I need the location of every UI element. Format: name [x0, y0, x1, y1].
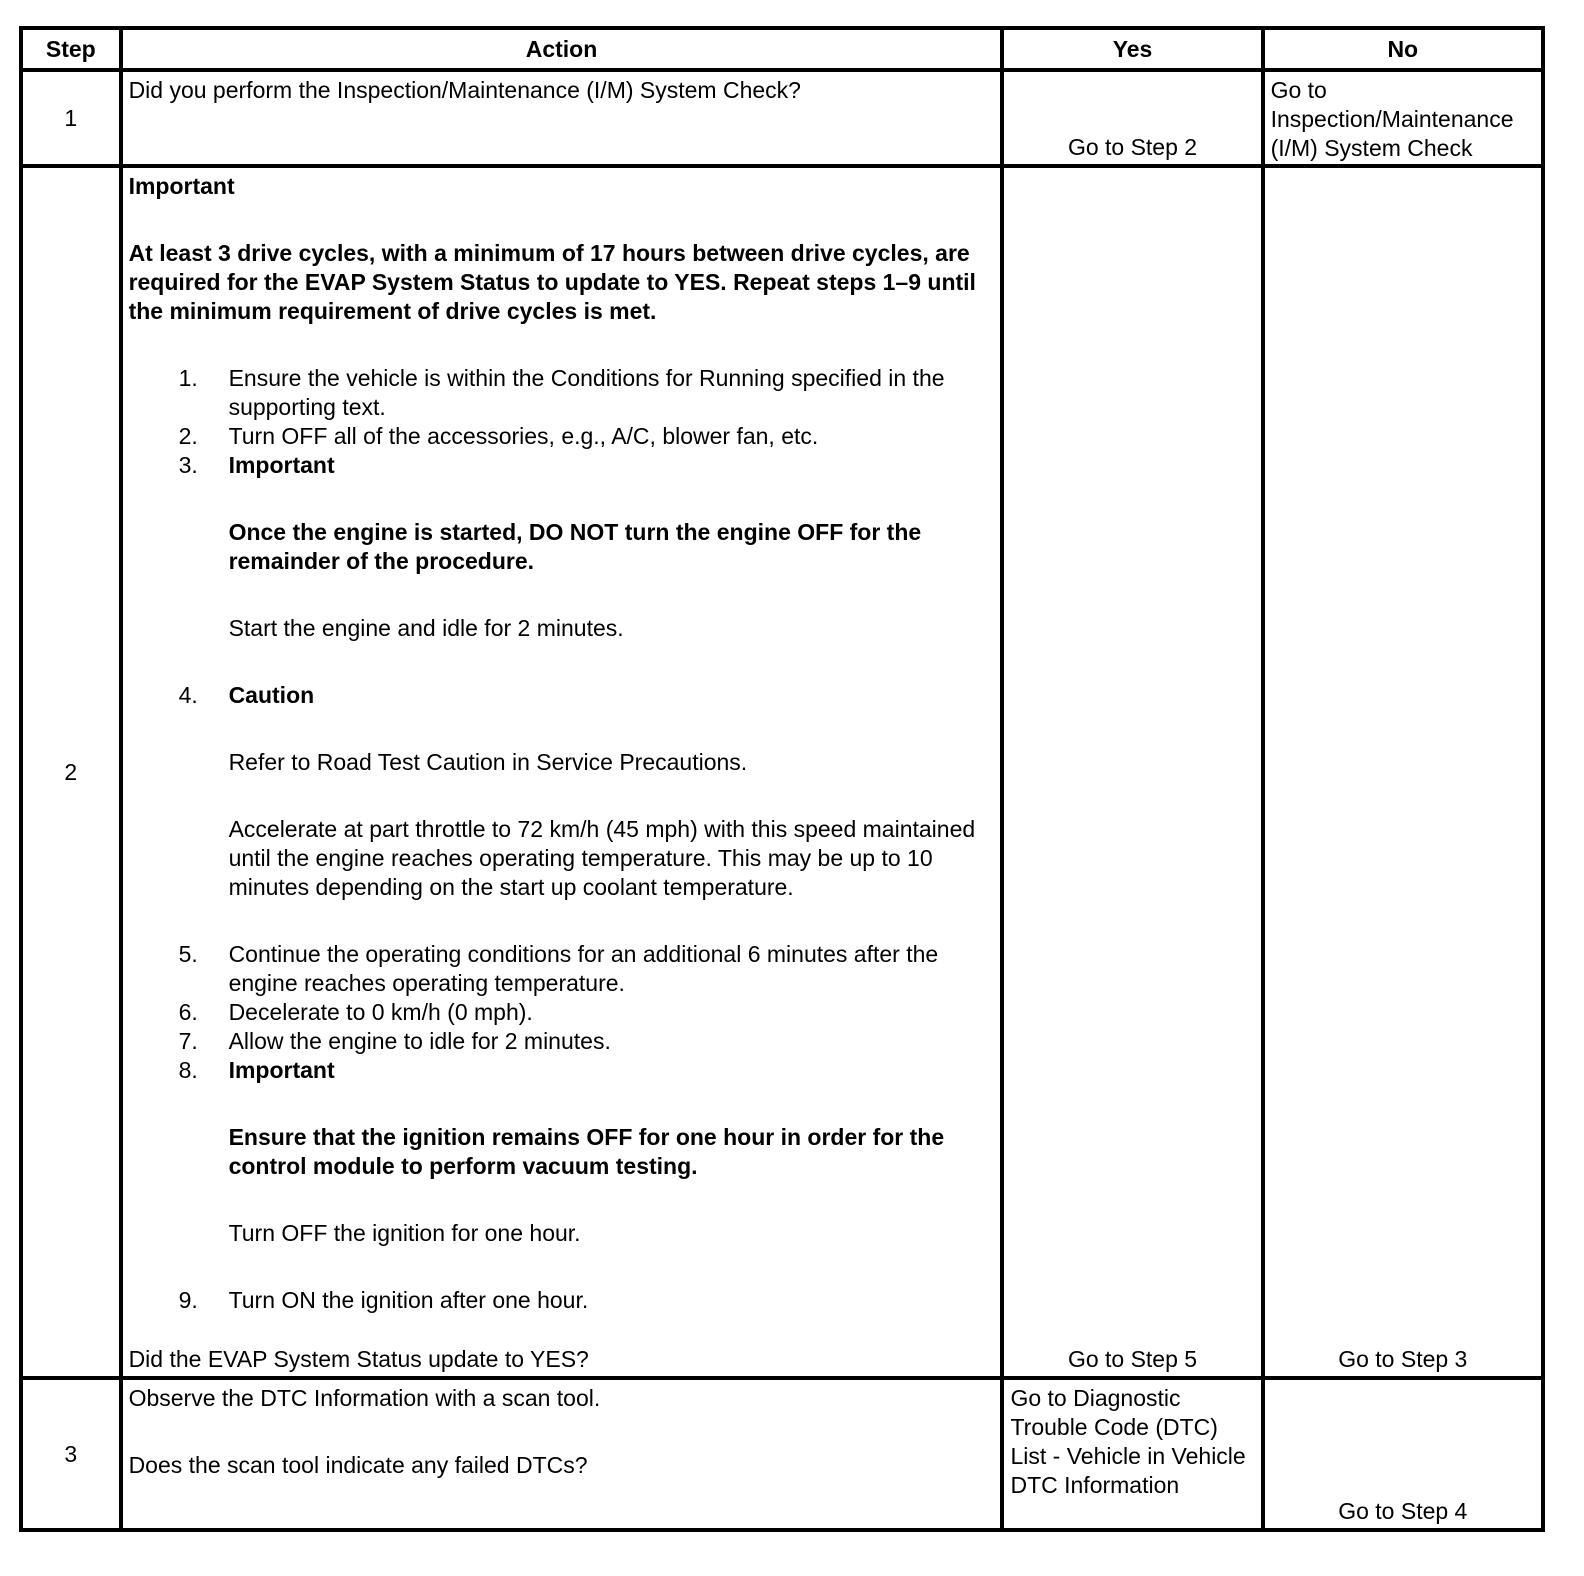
- substep-note: Refer to Road Test Caution in Service Precautions.: [228, 749, 748, 775]
- list-item: [179, 364, 995, 422]
- yes-go-to-step-link[interactable]: Go to Step 2: [1067, 134, 1198, 160]
- yes-cell: [1002, 70, 1262, 166]
- no-cell: [1263, 1378, 1543, 1530]
- no-cell: [1263, 166, 1543, 1378]
- no-go-to-step-link[interactable]: Go to Step 4: [1338, 1498, 1468, 1524]
- substep-number: 3.: [178, 452, 198, 478]
- step-number: 3: [21, 1378, 121, 1530]
- list-item: [179, 998, 995, 1027]
- yes-go-to-step-link[interactable]: Go to Step 5: [1067, 1346, 1198, 1372]
- no-cell: [1263, 70, 1543, 166]
- action-text: Observe the DTC Information with a scan tool.: [128, 1385, 601, 1411]
- substep-number: 4.: [178, 682, 198, 708]
- action-text: Did you perform the Inspection/Maintenance (I/M) System Check?: [128, 77, 801, 103]
- substep-text: Continue the operating conditions for an additional 6 minutes after the engine reaches operating temperature.: [228, 941, 939, 996]
- substep-text: Turn OFF all of the accessories, e.g., A/C, blower fan, etc.: [228, 423, 819, 449]
- header-no: No: [1263, 28, 1543, 70]
- table-row: [21, 166, 1543, 1378]
- diagnostic-procedure-table: [19, 26, 1545, 1532]
- substep-number: 1.: [178, 365, 198, 391]
- list-item: [179, 1027, 995, 1056]
- substep-text: Start the engine and idle for 2 minutes.: [228, 615, 624, 641]
- substep-text: Accelerate at part throttle to 72 km/h (45 mph) with this speed maintained until the engine reaches operating temperature. This may be up to 10 minutes depending on the start up coolant temperature.: [228, 816, 976, 900]
- substep-number: 5.: [178, 941, 198, 967]
- list-item: [179, 681, 995, 940]
- substep-label: Important: [228, 1057, 335, 1083]
- table-row: [21, 70, 1543, 166]
- yes-cell: [1002, 1378, 1262, 1530]
- substep-number: 8.: [178, 1057, 198, 1083]
- list-item: [179, 1056, 995, 1286]
- substep-number: 7.: [178, 1028, 198, 1054]
- no-go-to-im-check-link[interactable]: Go to Inspection/Maintenance (I/M) System Check: [1270, 77, 1514, 161]
- important-label: Important: [128, 173, 235, 199]
- substep-text: Decelerate to 0 km/h (0 mph).: [228, 999, 533, 1025]
- substep-text: Turn OFF the ignition for one hour.: [228, 1220, 581, 1246]
- substep-text: Allow the engine to idle for 2 minutes.: [228, 1028, 611, 1054]
- header-yes: Yes: [1002, 28, 1262, 70]
- header-action: Action: [121, 28, 1003, 70]
- substep-number: 2.: [178, 423, 198, 449]
- substep-text: Ensure the vehicle is within the Conditions for Running specified in the supporting text.: [228, 365, 945, 420]
- action-cell: [121, 70, 1003, 166]
- list-item: [179, 940, 995, 998]
- step-number: 2: [21, 166, 121, 1378]
- list-item: [179, 451, 995, 681]
- substep-number: 6.: [178, 999, 198, 1025]
- substep-note: Once the engine is started, DO NOT turn the engine OFF for the remainder of the procedure.: [228, 519, 922, 574]
- table-row: [21, 1378, 1543, 1530]
- no-go-to-step-link[interactable]: Go to Step 3: [1338, 1346, 1468, 1372]
- action-cell: [121, 166, 1003, 1378]
- substep-label: Caution: [228, 682, 315, 708]
- list-item: [179, 1286, 995, 1315]
- question-text: Does the scan tool indicate any failed DTCs?: [128, 1452, 588, 1478]
- action-cell: [121, 1378, 1003, 1530]
- yes-go-to-dtc-list-link[interactable]: Go to Diagnostic Trouble Code (DTC) List - Vehicle in Vehicle DTC Information: [1010, 1385, 1246, 1498]
- header-row: [21, 28, 1543, 70]
- step-number: 1: [21, 70, 121, 166]
- list-item: [179, 422, 995, 451]
- question-text: Did the EVAP System Status update to YES?: [128, 1346, 589, 1372]
- important-text: At least 3 drive cycles, with a minimum of 17 hours between drive cycles, are required for the EVAP System Status to update to YES. Repeat steps 1–9 until the minimum requirement of drive cycles is met.: [128, 240, 976, 324]
- substep-note: Ensure that the ignition remains OFF for one hour in order for the control module to perform vacuum testing.: [228, 1124, 945, 1179]
- substep-label: Important: [228, 452, 335, 478]
- substep-number: 9.: [178, 1287, 198, 1313]
- substep-list: [129, 364, 995, 1315]
- yes-cell: [1002, 166, 1262, 1378]
- substep-text: Turn ON the ignition after one hour.: [228, 1287, 589, 1313]
- header-step: Step: [21, 28, 121, 70]
